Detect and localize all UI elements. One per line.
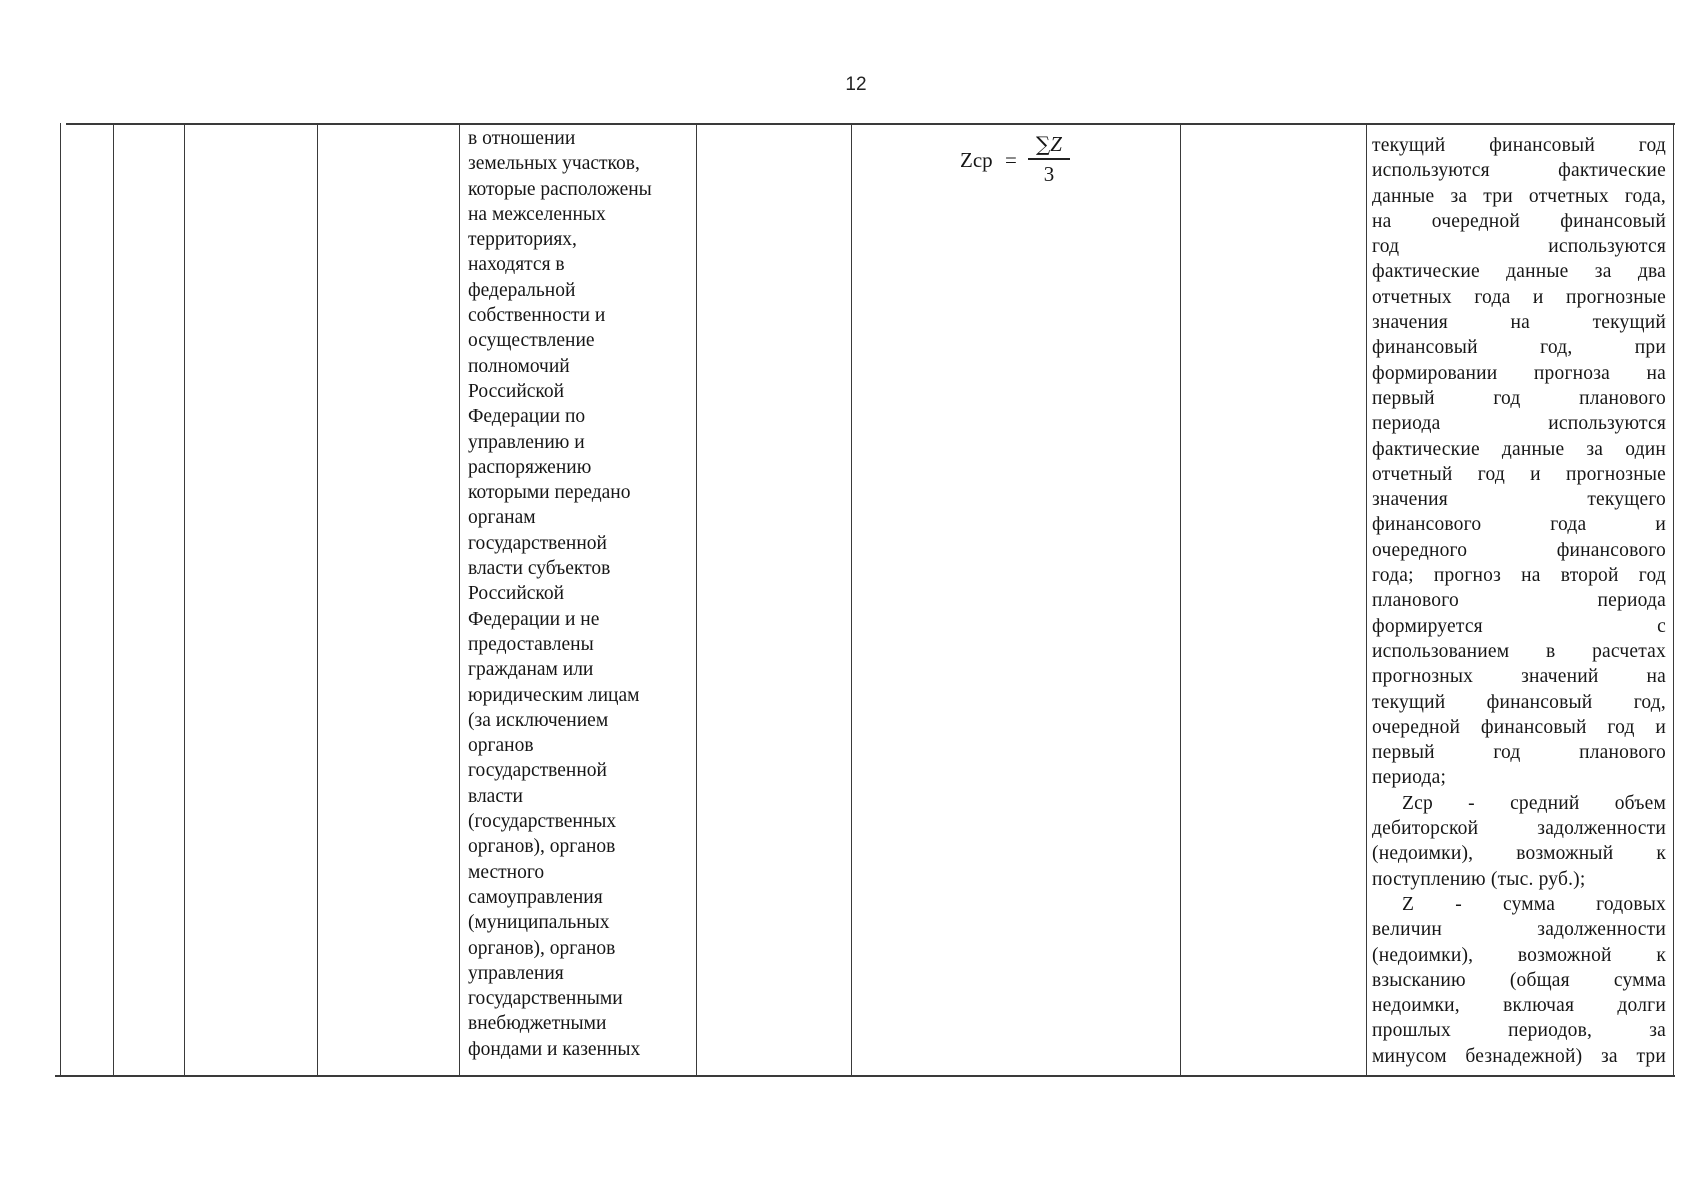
text-line: внебюджетными [468, 1013, 607, 1035]
text-line: очередной финансовый год и [1372, 716, 1666, 738]
text-line: (за исключением [468, 709, 609, 731]
text-line: текущий финансовый год [1372, 135, 1666, 156]
column-divider [1180, 123, 1181, 1076]
text-line: планового периода [1372, 590, 1666, 612]
text-line: фактические данные за два [1372, 261, 1666, 283]
text-line: Федерации по [468, 406, 586, 428]
text-line: финансовый год, при [1372, 337, 1666, 359]
column-divider [696, 123, 697, 1076]
text-line: недоимки, включая долги [1372, 995, 1666, 1017]
text-line: первый год планового [1372, 387, 1666, 409]
formula-equals: = [1005, 148, 1017, 172]
column-divider [113, 123, 114, 1076]
formula-fraction [1028, 132, 1070, 186]
text-line: (муниципальных [468, 912, 610, 934]
fraction-bar [1028, 158, 1070, 160]
text-line: собственности и [468, 305, 606, 327]
sum-symbol: ∑ [1036, 132, 1051, 156]
formula-explanation-cell [1372, 133, 1666, 1069]
text-line: органам [468, 507, 536, 529]
text-line: федеральной [468, 279, 576, 301]
text-line: (недоимки), возможной к [1372, 944, 1666, 966]
text-line: использованием в расчетах [1372, 640, 1666, 662]
text-line: государственными [468, 988, 623, 1010]
text-line: года; прогноз на второй год [1372, 565, 1666, 587]
text-line: органов), органов [468, 937, 616, 959]
column-divider [851, 123, 852, 1076]
formula [950, 130, 1110, 190]
text-line: фондами и казенных [468, 1038, 641, 1060]
text-line: значения на текущий [1372, 312, 1666, 334]
column-divider [1366, 123, 1367, 1076]
formula-lhs: Zср [960, 148, 993, 172]
text-line: очередного финансового [1372, 539, 1666, 561]
text-line: распоряжению [468, 456, 592, 478]
text-line: управлению и [468, 431, 585, 453]
page-number: 12 [845, 74, 867, 95]
text-line: периода; [1372, 767, 1447, 789]
text-line: минусом безнадежной) за три [1372, 1045, 1666, 1067]
text-line: местного [468, 861, 545, 883]
land-plots-description-cell [468, 126, 682, 1062]
text-line: власти субъектов [468, 558, 611, 580]
text-line: гражданам или [468, 659, 594, 681]
text-line: поступлению (тыс. руб.); [1372, 868, 1586, 890]
text-line: дебиторской задолженности [1372, 818, 1666, 840]
text-line: управления [468, 962, 564, 984]
text-line: (государственных [468, 811, 617, 833]
text-line: власти [468, 785, 523, 807]
text-line: прогнозных значений на [1372, 666, 1666, 688]
text-line: год используются [1372, 236, 1666, 258]
text-line: периода используются [1372, 413, 1666, 435]
text-line: которыми передано [468, 482, 631, 504]
text-line: самоуправления [468, 886, 603, 908]
text-line: (недоимки), возможный к [1372, 843, 1666, 865]
text-line: земельных участков, [468, 153, 640, 175]
column-divider [1673, 123, 1674, 1076]
text-line: юридическим лицам [468, 684, 640, 706]
formula-variable: Z [1050, 132, 1062, 156]
column-divider [184, 123, 185, 1076]
text-line: взысканию (общая сумма [1372, 969, 1666, 991]
column-divider [317, 123, 318, 1076]
text-line: органов), органов [468, 836, 616, 858]
text-line: данные за три отчетных года, [1372, 185, 1666, 207]
text-line: государственной [468, 532, 607, 554]
text-line: формировании прогноза на [1372, 362, 1666, 384]
text-line: Zср - средний объем [1402, 792, 1666, 814]
text-line: Российской [468, 380, 565, 402]
text-line: формируется с [1372, 615, 1666, 637]
text-line: Федерации и не [468, 608, 600, 630]
formula-numerator [1028, 132, 1070, 156]
text-line: отчетных года и прогнозные [1372, 286, 1666, 308]
text-line: фактические данные за один [1372, 438, 1666, 460]
text-line: находятся в [468, 254, 565, 276]
text-line: которые расположены [468, 178, 652, 200]
text-line: в отношении [468, 128, 576, 149]
text-line: осуществление [468, 330, 595, 352]
text-line: отчетный год и прогнозные [1372, 463, 1666, 485]
text-line: государственной [468, 760, 607, 782]
column-divider [459, 123, 460, 1076]
text-line: территориях, [468, 229, 577, 251]
text-line: первый год планового [1372, 742, 1666, 764]
text-line: полномочий [468, 355, 570, 377]
text-line: органов [468, 735, 534, 757]
text-line: на межселенных [468, 203, 606, 225]
text-line: Российской [468, 583, 565, 605]
formula-denominator: 3 [1043, 161, 1055, 186]
column-divider [60, 123, 61, 1076]
text-line: прошлых периодов, за [1372, 1020, 1666, 1042]
text-line: финансового года и [1372, 514, 1666, 536]
text-line: предоставлены [468, 633, 594, 655]
text-line: значения текущего [1372, 489, 1666, 511]
text-line: текущий финансовый год, [1372, 691, 1666, 713]
text-line: используются фактические [1372, 160, 1666, 182]
table-top-border [66, 123, 1675, 125]
text-line: Z - сумма годовых [1402, 893, 1666, 915]
text-line: на очередной финансовый [1372, 210, 1666, 232]
text-line: величин задолженности [1372, 919, 1666, 941]
table-bottom-border [55, 1075, 1675, 1077]
